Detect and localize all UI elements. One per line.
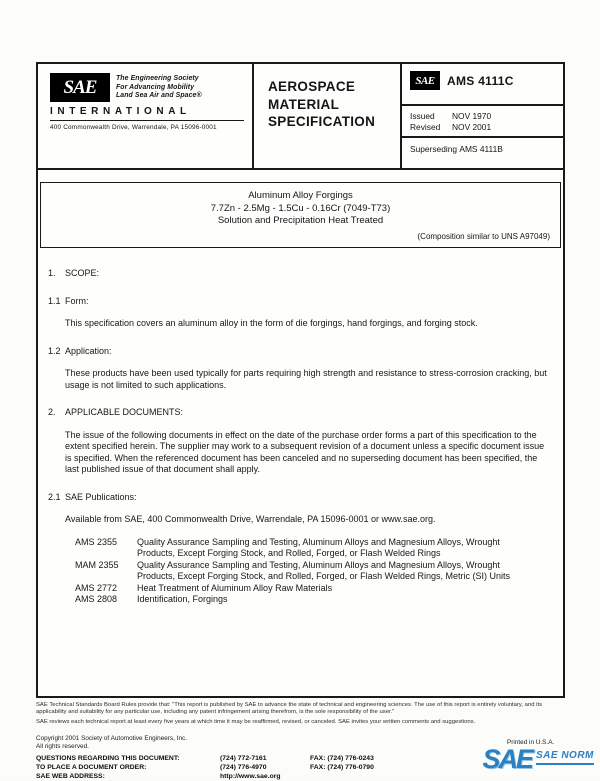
list-item [75,537,553,560]
section-heading-form [48,296,553,308]
contact-web-address: http://www.sae.org [220,772,281,780]
revised-date: NOV 2001 [452,121,492,132]
paragraph-applicable-documents: The issue of the following documents in effect on the date of the purchase order forms a part of this specification to the extent specified herein. The supplier may work to a subsequent revision of a document unless a specific document issue is specified. When the referenced document has been canceled and no superseding document has been specified, the last published issue of that document shall apply. [65,429,545,474]
document-id-block [402,64,563,168]
doc-type-line-1: AEROSPACE [268,79,356,94]
sae-letterhead-block [38,64,252,168]
standards-board-notice: SAE Technical Standards Board Rules provide that: "This report is published by SAE to advance the state of technical and engineering sciences. The use of this report is entirely voluntary, and its applicability and suitability for any particular use, including any patent infringement arising therefrom, is the sole responsibility of the user." [36,702,543,715]
revised-label: Revised [410,121,441,132]
title-line-2: 7.7Zn - 2.5Mg - 1.5Cu - 0.16Cr (7049-T73) [210,202,391,214]
section-title: SAE Publications: [65,491,137,502]
publication-id: AMS 2808 [75,594,118,604]
section-title: APPLICABLE DOCUMENTS: [65,407,184,417]
section-title: Application: [65,345,112,356]
document-number-row [402,64,563,104]
contact-phone: (724) 776-4970 [220,763,267,771]
section-number: 2.1 [48,491,61,502]
sae-norm-underline [536,763,594,765]
list-item [75,560,553,583]
copyright-line: Copyright 2001 Society of Automotive Engineers, Inc. [36,735,187,742]
section-number: 1.1 [48,295,61,306]
rights-line: All rights reserved. [36,743,89,751]
sae-logo: SAE [50,73,110,102]
sae-logo-small: SAE [410,71,440,90]
document-type-title [252,64,402,168]
doc-type-line-2: MATERIAL [268,96,340,112]
superseding-note [402,136,563,168]
review-notice: SAE reviews each technical report at least every five years at which time it may be reaffirmed, revised, or canceled. SAE invites your written comments and suggestions. [36,719,476,726]
title-line-1: Aluminum Alloy Forgings [248,190,353,201]
section-heading-applicable-documents [48,407,553,419]
publication-desc: Quality Assurance Sampling and Testing, Aluminum Alloys and Magnesium Alloys, Wrought Products, Except Forging Stock, and Rolled, Forged, or Flash Welded Rings [137,536,500,558]
sae-logo-row [50,73,244,102]
issued-date: NOV 1970 [452,111,492,121]
contact-label: TO PLACE A DOCUMENT ORDER: [36,763,147,771]
document-number: AMS 4111C [447,74,514,88]
section-title: Form: [65,295,89,306]
sae-norm-logo [482,746,594,772]
contact-block [36,755,374,781]
section-heading-application [48,346,553,358]
contact-label: QUESTIONS REGARDING THIS DOCUMENT: [36,755,180,762]
superseding-label: Superseding [410,144,458,154]
section-heading-scope [48,268,553,280]
contact-row-order [36,764,374,773]
superseding-value: AMS 4111B [459,144,503,154]
publication-id: MAM 2355 [75,559,119,570]
tagline-line-3: Land Sea Air and Space® [116,92,202,100]
title-block [40,182,561,248]
section-number: 2. [48,407,56,417]
issue-dates-block [402,104,563,136]
list-item [75,583,553,595]
publication-desc: Identification, Forgings [137,594,228,604]
contact-fax: FAX: (724) 776-0243 [310,755,374,762]
contact-label: SAE WEB ADDRESS: [36,772,105,780]
document-frame [36,62,565,698]
publications-list [75,537,553,606]
doc-type-line-3: SPECIFICATION [268,114,376,129]
publication-id: AMS 2772 [75,582,118,593]
sae-norm-wordmark [536,746,594,765]
tagline-line-1: The Engineering Society [116,75,199,82]
section-number: 1.2 [48,345,61,356]
contact-row-questions [36,755,374,764]
composition-note: (Composition similar to UNS A97049) [417,231,550,241]
copyright-block [36,735,187,751]
tagline-line-2: For Advancing Mobility [116,83,195,91]
printed-in-usa: Printed in U.S.A. [507,739,555,746]
sae-tagline [116,73,202,102]
document-body [38,248,563,606]
footer-notices [36,702,565,726]
section-number: 1. [48,268,56,278]
list-item [75,594,553,606]
issued-label: Issued [410,111,435,121]
paragraph-form: This specification covers an aluminum alloy in the form of die forgings, hand forgings, and forging stock. [65,318,478,328]
revised-row [410,122,555,133]
sae-address: 400 Commonwealth Drive, Warrendale, PA 15096-0001 [50,124,217,131]
issued-row [410,111,555,122]
section-heading-sae-publications [48,492,553,504]
contact-row-web [36,773,374,781]
sae-international-label: INTERNATIONAL [50,106,244,121]
publication-desc: Quality Assurance Sampling and Testing, Aluminum Alloys and Magnesium Alloys, Wrought Products, Except Forging Stock, and Rolled, Forged, or Flash Welded Rings, Metric (SI) Units [137,559,510,581]
publication-id: AMS 2355 [75,536,118,547]
paragraph-application: These products have been used typically for parts requiring high strength and resistance to stress-corrosion cracking, but usage is not limited to such applications. [65,368,547,390]
title-line-3: Solution and Precipitation Heat Treated [217,215,384,226]
paragraph-sae-publications: Available from SAE, 400 Commonwealth Drive, Warrendale, PA 15096-0001 or www.sae.org. [65,514,436,524]
contact-phone: (724) 772-7161 [220,755,267,762]
publication-desc: Heat Treatment of Aluminum Alloy Raw Materials [137,582,333,593]
sae-norm-text: SAE NORM [536,750,594,761]
contact-fax: FAX: (724) 776-0790 [310,763,374,771]
letterhead [38,64,563,170]
sae-norm-letters: SAE [482,744,532,774]
section-title: SCOPE: [65,268,100,278]
